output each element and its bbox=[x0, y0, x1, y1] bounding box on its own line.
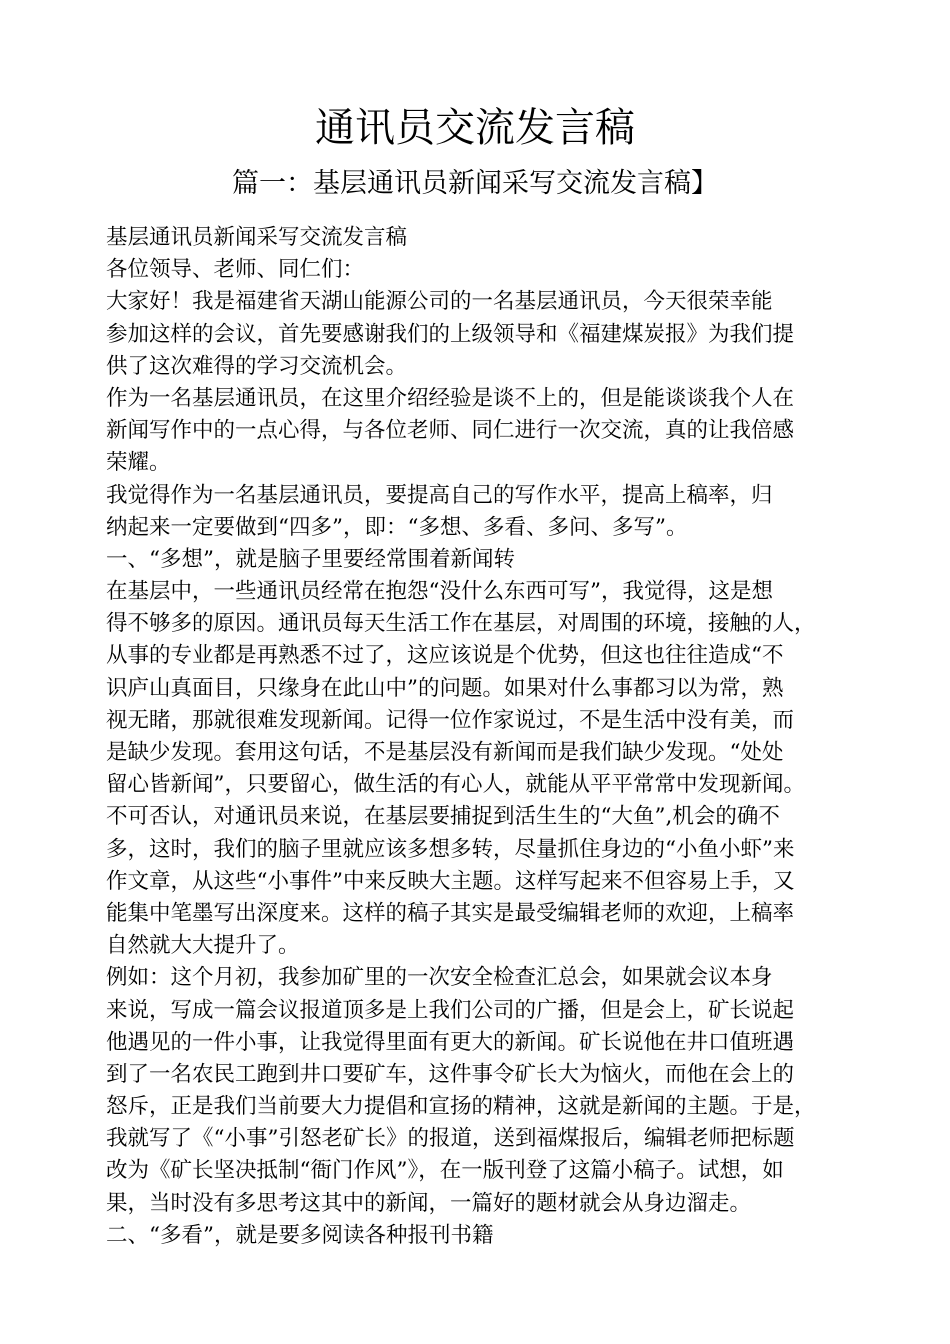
text-line: 新闻写作中的一点心得，与各位老师、同仁进行一次交流，真的让我倍感 bbox=[106, 418, 795, 444]
text-line: 自然就大大提升了。 bbox=[106, 933, 300, 959]
text-line: 在基层中，一些通讯员经常在抱怨“没什么东西可写”，我觉得，这是想 bbox=[106, 579, 773, 605]
text-line: 到了一名农民工跑到井口要矿车，这件事令矿长大为恼火，而他在会上的 bbox=[106, 1061, 795, 1087]
text-line: 来说，写成一篇会议报道顶多是上我们公司的广播，但是会上，矿长说起 bbox=[106, 997, 795, 1023]
document-subtitle: 篇一：基层通讯员新闻采写交流发言稿】 bbox=[232, 168, 718, 199]
text-line: 例如：这个月初，我参加矿里的一次安全检查汇总会，如果就会议本身 bbox=[106, 965, 773, 991]
text-line: 荣耀。 bbox=[106, 450, 171, 476]
text-line: 多，这时，我们的脑子里就应该多想多转，尽量抓住身边的“小鱼小虾”来 bbox=[106, 836, 795, 862]
text-line: 作文章，从这些“小事件”中来反映大主题。这样写起来不但容易上手，又 bbox=[106, 868, 795, 894]
text-line: 各位领导、老师、同仁们： bbox=[106, 257, 365, 283]
text-line: 供了这次难得的学习交流机会。 bbox=[106, 353, 408, 379]
text-line: 作为一名基层通讯员，在这里介绍经验是谈不上的，但是能谈谈我个人在 bbox=[106, 385, 795, 411]
text-line: 纳起来一定要做到“四多”，即：“多想、多看、多问、多写”。 bbox=[106, 514, 688, 540]
text-line: 改为《矿长坚决抵制“衙门作风”》，在一版刊登了这篇小稿子。试想，如 bbox=[106, 1158, 784, 1184]
document-title: 通讯员交流发言稿 bbox=[315, 105, 635, 151]
text-line: 识庐山真面目，只缘身在此山中”的问题。如果对什么事都习以为常，熟 bbox=[106, 675, 784, 701]
text-line: 大家好！我是福建省天湖山能源公司的一名基层通讯员，今天很荣幸能 bbox=[106, 289, 773, 315]
text-line: 二、“多看”，就是要多阅读各种报刊书籍 bbox=[106, 1222, 494, 1248]
text-line: 他遇见的一件小事，让我觉得里面有更大的新闻。矿长说他在井口值班遇 bbox=[106, 1029, 795, 1055]
text-line: 是缺少发现。套用这句话，不是基层没有新闻而是我们缺少发现。“处处 bbox=[106, 740, 784, 765]
text-line: 我就写了《“小事”引怒老矿长》的报道，送到福煤报后，编辑老师把标题 bbox=[106, 1126, 795, 1152]
text-line: 参加这样的会议，首先要感谢我们的上级领导和《福建煤炭报》为我们提 bbox=[106, 321, 795, 347]
text-line: 能集中笔墨写出深度来。这样的稿子其实是最受编辑老师的欢迎，上稿率 bbox=[106, 900, 795, 926]
text-line: 从事的专业都是再熟悉不过了，这应该说是个优势，但这也往往造成“不 bbox=[106, 643, 784, 669]
text-line: 得不够多的原因。通讯员每天生活工作在基层，对周围的环境，接触的人， bbox=[106, 611, 816, 637]
text-line: 我觉得作为一名基层通讯员，要提高自己的写作水平，提高上稿率，归 bbox=[106, 482, 773, 508]
text-line: 基层通讯员新闻采写交流发言稿 bbox=[106, 225, 408, 250]
text-line: 不可否认，对通讯员来说，在基层要捕捉到活生生的“大鱼”,机会的确不 bbox=[106, 804, 780, 830]
text-line: 一、“多想”，就是脑子里要经常围着新闻转 bbox=[106, 546, 515, 572]
text-line: 留心皆新闻”，只要留心，做生活的有心人，就能从平平常常中发现新闻。 bbox=[106, 772, 805, 798]
text-line: 视无睹，那就很难发现新闻。记得一位作家说过，不是生活中没有美，而 bbox=[106, 707, 795, 733]
document-body bbox=[106, 222, 866, 1252]
text-line: 怒斥，正是我们当前要大力提倡和宣扬的精神，这就是新闻的主题。于是， bbox=[106, 1094, 816, 1120]
text-line: 果，当时没有多思考这其中的新闻，一篇好的题材就会从身边溜走。 bbox=[106, 1190, 752, 1216]
